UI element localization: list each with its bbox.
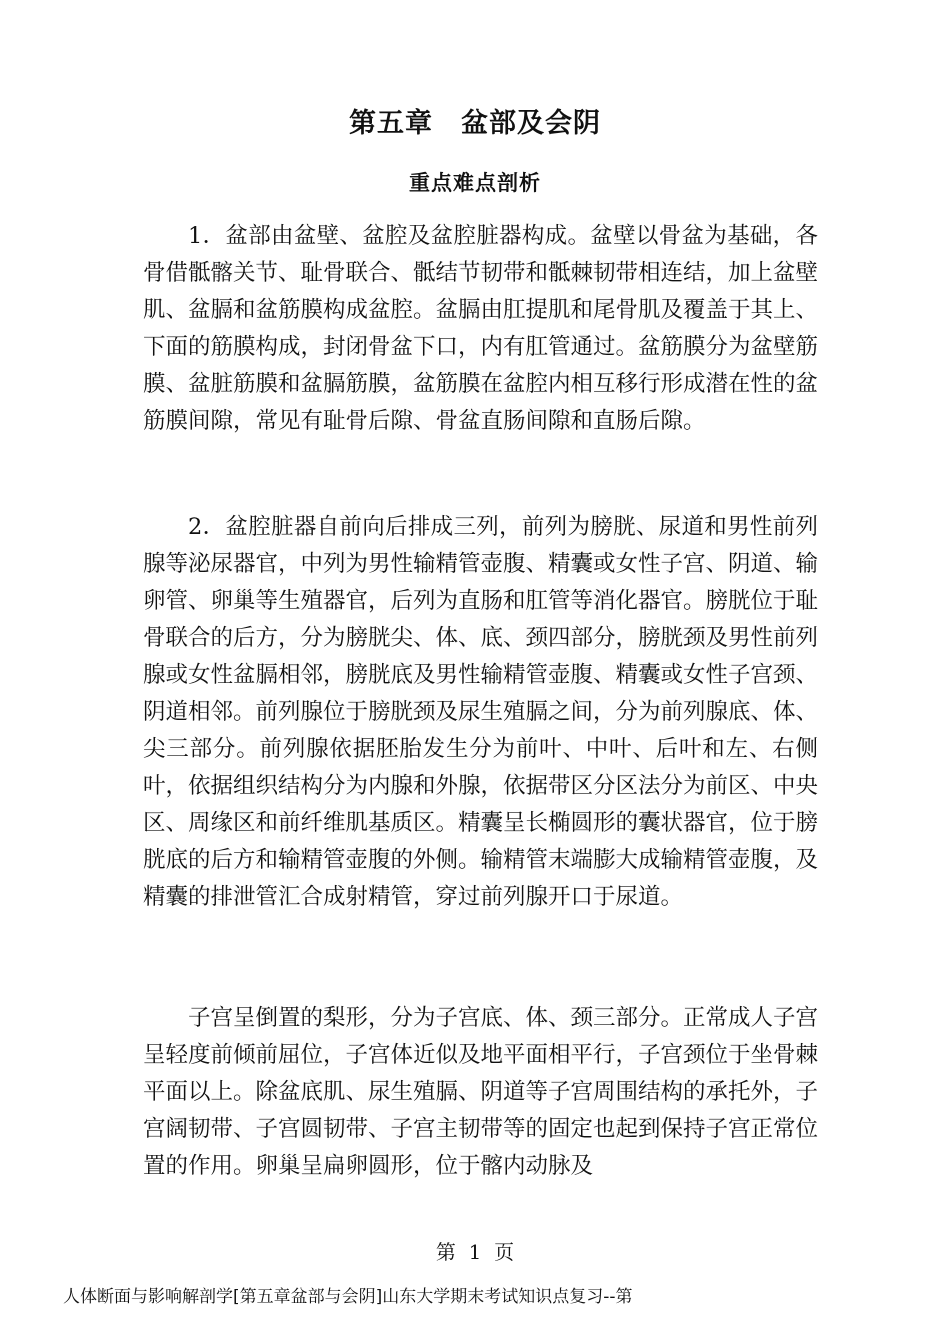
paragraph-uterus: 子宫呈倒置的梨形，分为子宫底、体、颈三部分。正常成人子宫呈轻度前倾前屈位，子宫体近似及地平面相平行，子宫颈位于坐骨棘平面以上。除盆底肌、尿生殖膈、阴道等子宫周围结构的承托外，子宫阔韧带、子宫圆韧带、子宫主韧带等的固定也起到保持子宫正常位置的作用。卵巢呈扁卵圆形，位于髂内动脉及	[143, 1005, 819, 1179]
paragraph-pelvic-walls: 1．盆部由盆壁、盆腔及盆腔脏器构成。盆壁以骨盆为基础，各骨借骶髂关节、耻骨联合、骶结节韧带和骶棘韧带相连结，加上盆壁肌、盆膈和盆筋膜构成盆腔。盆膈由肛提肌和尾骨肌及覆盖于其上、下面的筋膜构成，封闭骨盆下口，内有肛管通过。盆筋膜分为盆壁筋膜、盆脏筋膜和盆膈筋膜，盆筋膜在盆腔内相互移行形成潜在性的盆筋膜间隙，常见有耻骨后隙、骨盆直肠间隙和直肠后隙。	[143, 223, 819, 434]
chapter-title: 第五章 盆部及会阴	[349, 108, 601, 139]
document-footer: 人体断面与影响解剖学[第五章盆部与会阴]山东大学期末考试知识点复习--第	[63, 1287, 633, 1307]
page-number: 第 1 页	[435, 1240, 515, 1264]
section-title: 重点难点剖析	[409, 171, 541, 195]
paragraph-pelvic-organs: 2．盆腔脏器自前向后排成三列，前列为膀胱、尿道和男性前列腺等泌尿器官，中列为男性输精管壶腹、精囊或女性子宫、阴道、输卵管、卵巢等生殖器官，后列为直肠和肛管等消化器官。膀胱位于耻骨联合的后方，分为膀胱尖、体、底、颈四部分，膀胱颈及男性前列腺或女性盆膈相邻，膀胱底及男性输精管壶腹、精囊或女性子宫颈、阴道相邻。前列腺位于膀胱颈及尿生殖膈之间，分为前列腺底、体、尖三部分。前列腺依据胚胎发生分为前叶、中叶、后叶和左、右侧叶，依据组织结构分为内腺和外腺，依据带区分区法分为前区、中央区、周缘区和前纤维肌基质区。精囊呈长椭圆形的囊状器官，位于膀胱底的后方和输精管壶腹的外侧。输精管末端膨大成输精管壶腹，及精囊的排泄管汇合成射精管，穿过前列腺开口于尿道。	[143, 514, 819, 910]
